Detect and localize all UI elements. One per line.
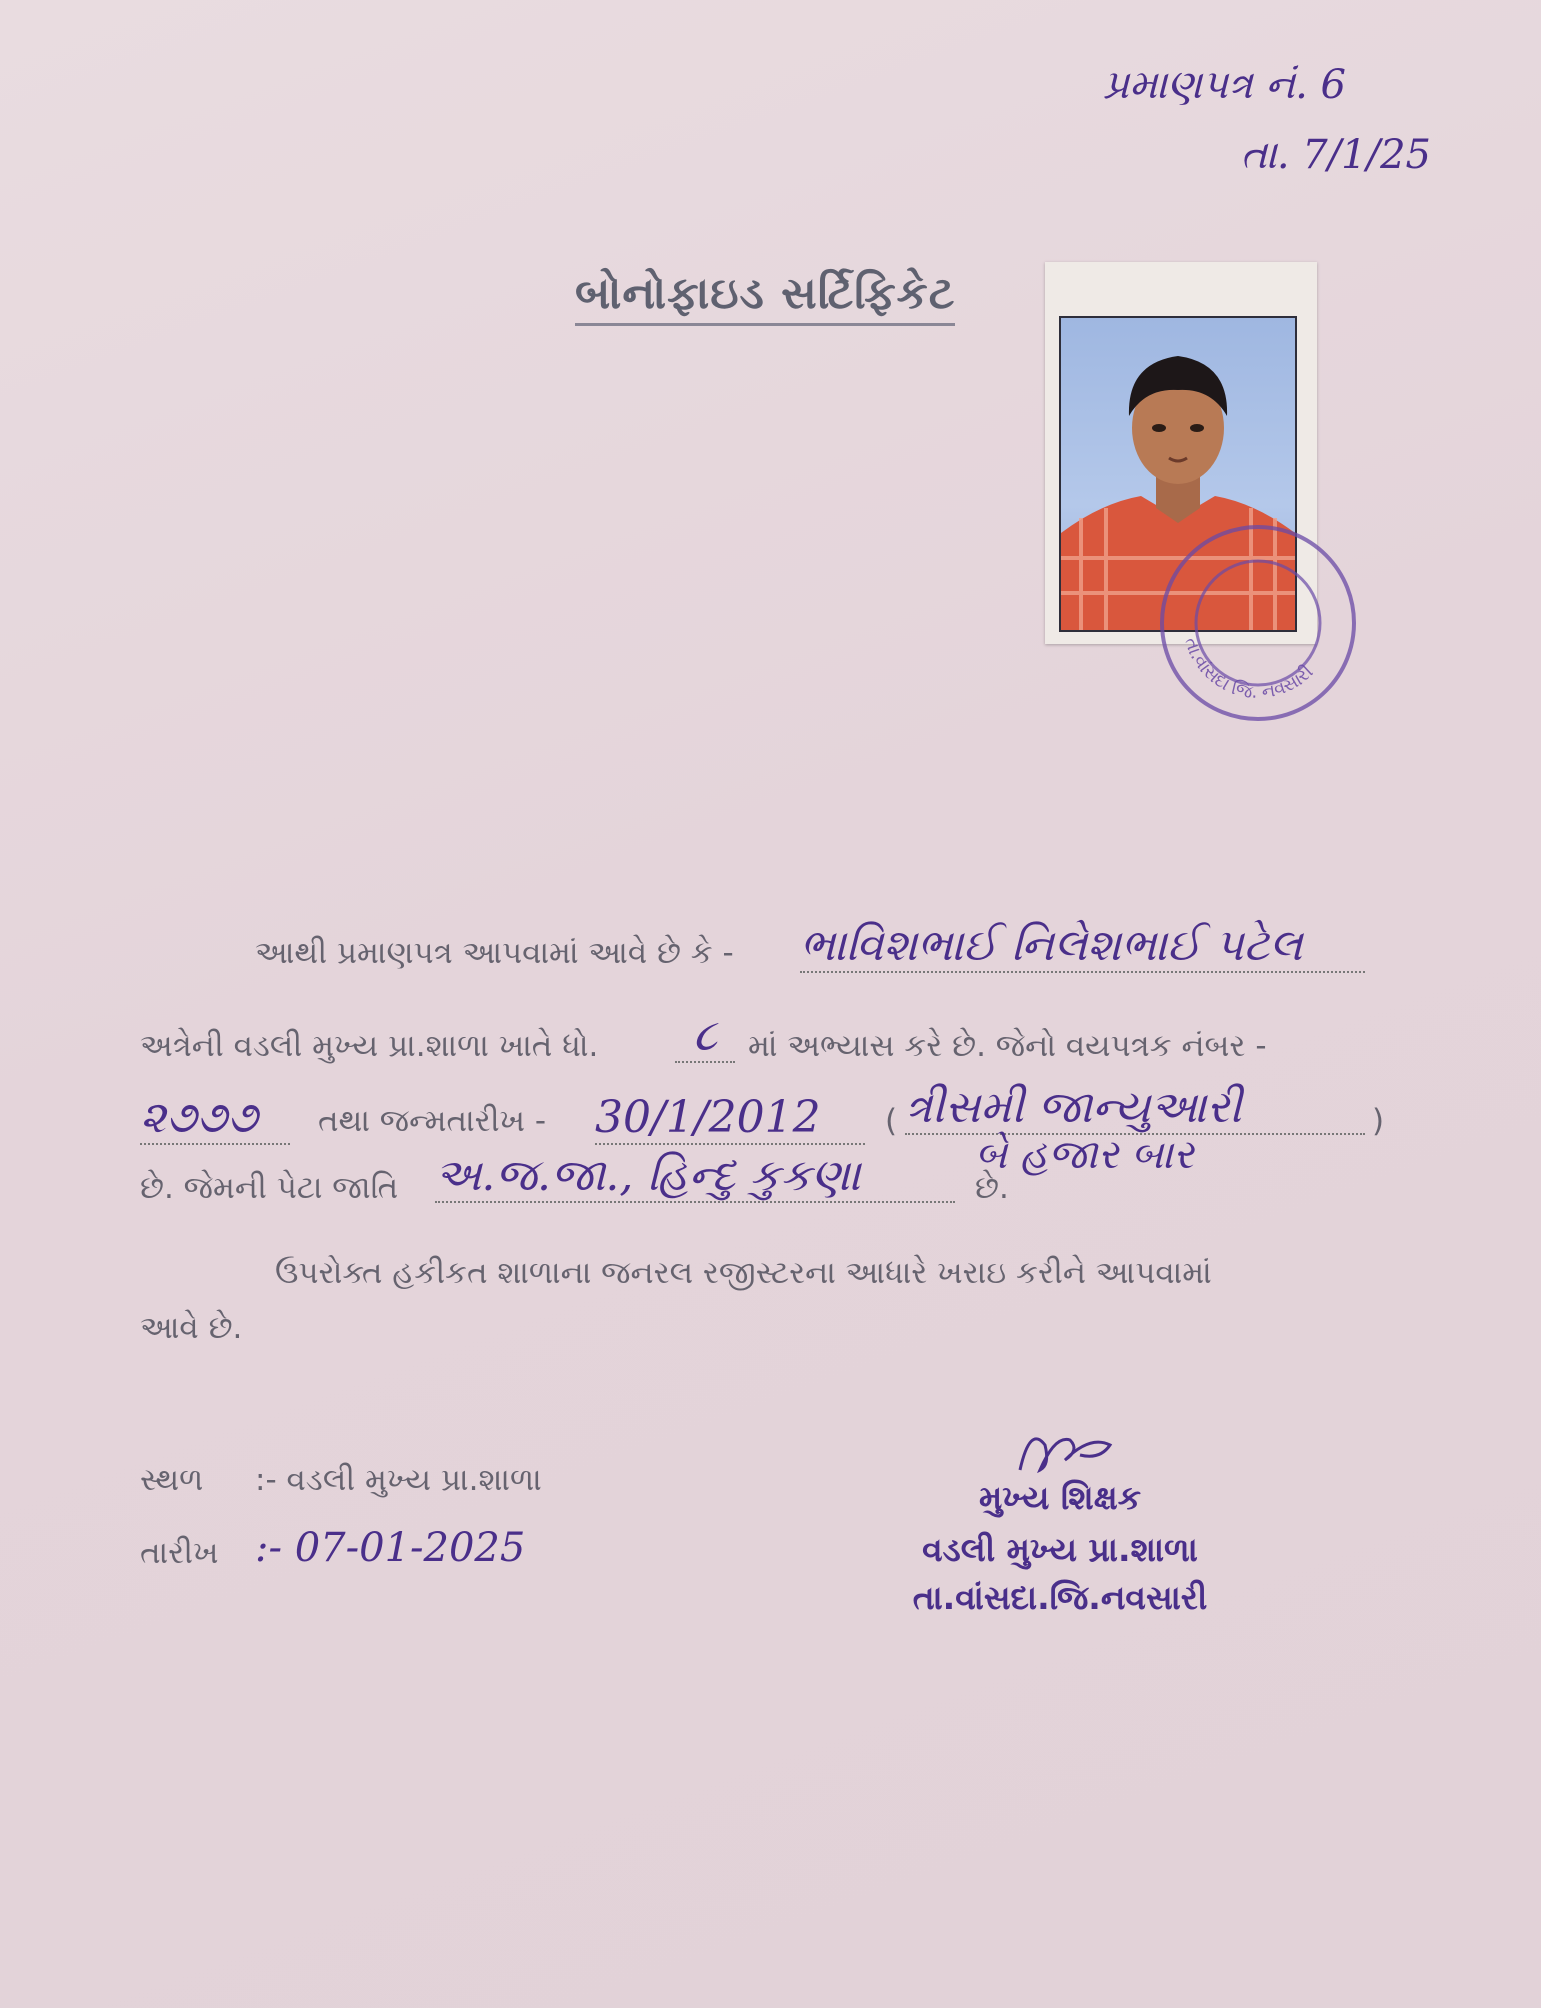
place-label: સ્થળ: [140, 1462, 204, 1498]
register-number: ૨૭૭૭: [140, 1092, 290, 1145]
para2-line1: ઉપરોક્ત હકીકત શાળાના જનરલ રજીસ્ટરના આધારે ખરાઇ કરીને આપવામાં: [275, 1255, 1212, 1291]
signature-school: વડલી મુખ્ય પ્રા.શાળા: [922, 1530, 1198, 1569]
line4-prefix: છે. જેમની પેટા જાતિ: [140, 1170, 399, 1206]
date-label: તારીખ: [140, 1535, 219, 1571]
page-title: બોનોફાઇડ સર્ટિફિકેટ: [575, 268, 955, 326]
certificate-number: પ્રમાણપત્ર નં. 6: [1103, 62, 1346, 108]
school-stamp: [1155, 520, 1361, 726]
signature-address: તા.વાંસદા.જિ.નવસારી: [912, 1578, 1208, 1617]
para2-line2: આવે છે.: [140, 1310, 243, 1346]
date-value: :- 07-01-2025: [255, 1525, 526, 1571]
line2-suffix: માં અભ્યાસ કરે છે. જેનો વયપત્રક નંબર -: [748, 1028, 1267, 1064]
svg-text:તા.વાંસદા જિ. નવસારી: [1180, 635, 1318, 704]
signature-title: મુખ્ય શિક્ષક: [978, 1478, 1141, 1517]
stamp-text: તા.વાંસદા જિ. નવસારી: [1179, 634, 1318, 704]
date-of-birth: 30/1/2012: [595, 1092, 865, 1145]
line2-prefix: અત્રેની વડલી મુખ્ય પ્રા.શાળા ખાતે ધો.: [140, 1028, 599, 1064]
student-name: ભાવિશભાઈ નિલેશભાઈ પટેલ: [800, 920, 1365, 973]
line1-prefix: આથી પ્રમાણપત્ર આપવામાં આવે છે કે -: [255, 935, 734, 971]
dob-in-words: ત્રીસમી જાન્યુઆરી: [905, 1082, 1365, 1135]
caste: અ.જ.જા., હિન્દુ કુકણા: [435, 1150, 955, 1203]
standard: ૮: [675, 1010, 735, 1063]
line3-mid: તથા જન્મતારીખ -: [318, 1103, 547, 1139]
certificate-date: તા. 7/1/25: [1240, 132, 1431, 178]
place-value: :- વડલી મુખ્ય પ્રા.શાળા: [255, 1462, 542, 1498]
dob-in-words-2: બે હજાર બાર: [975, 1132, 1194, 1178]
line4-suffix: છે.: [975, 1170, 1009, 1206]
